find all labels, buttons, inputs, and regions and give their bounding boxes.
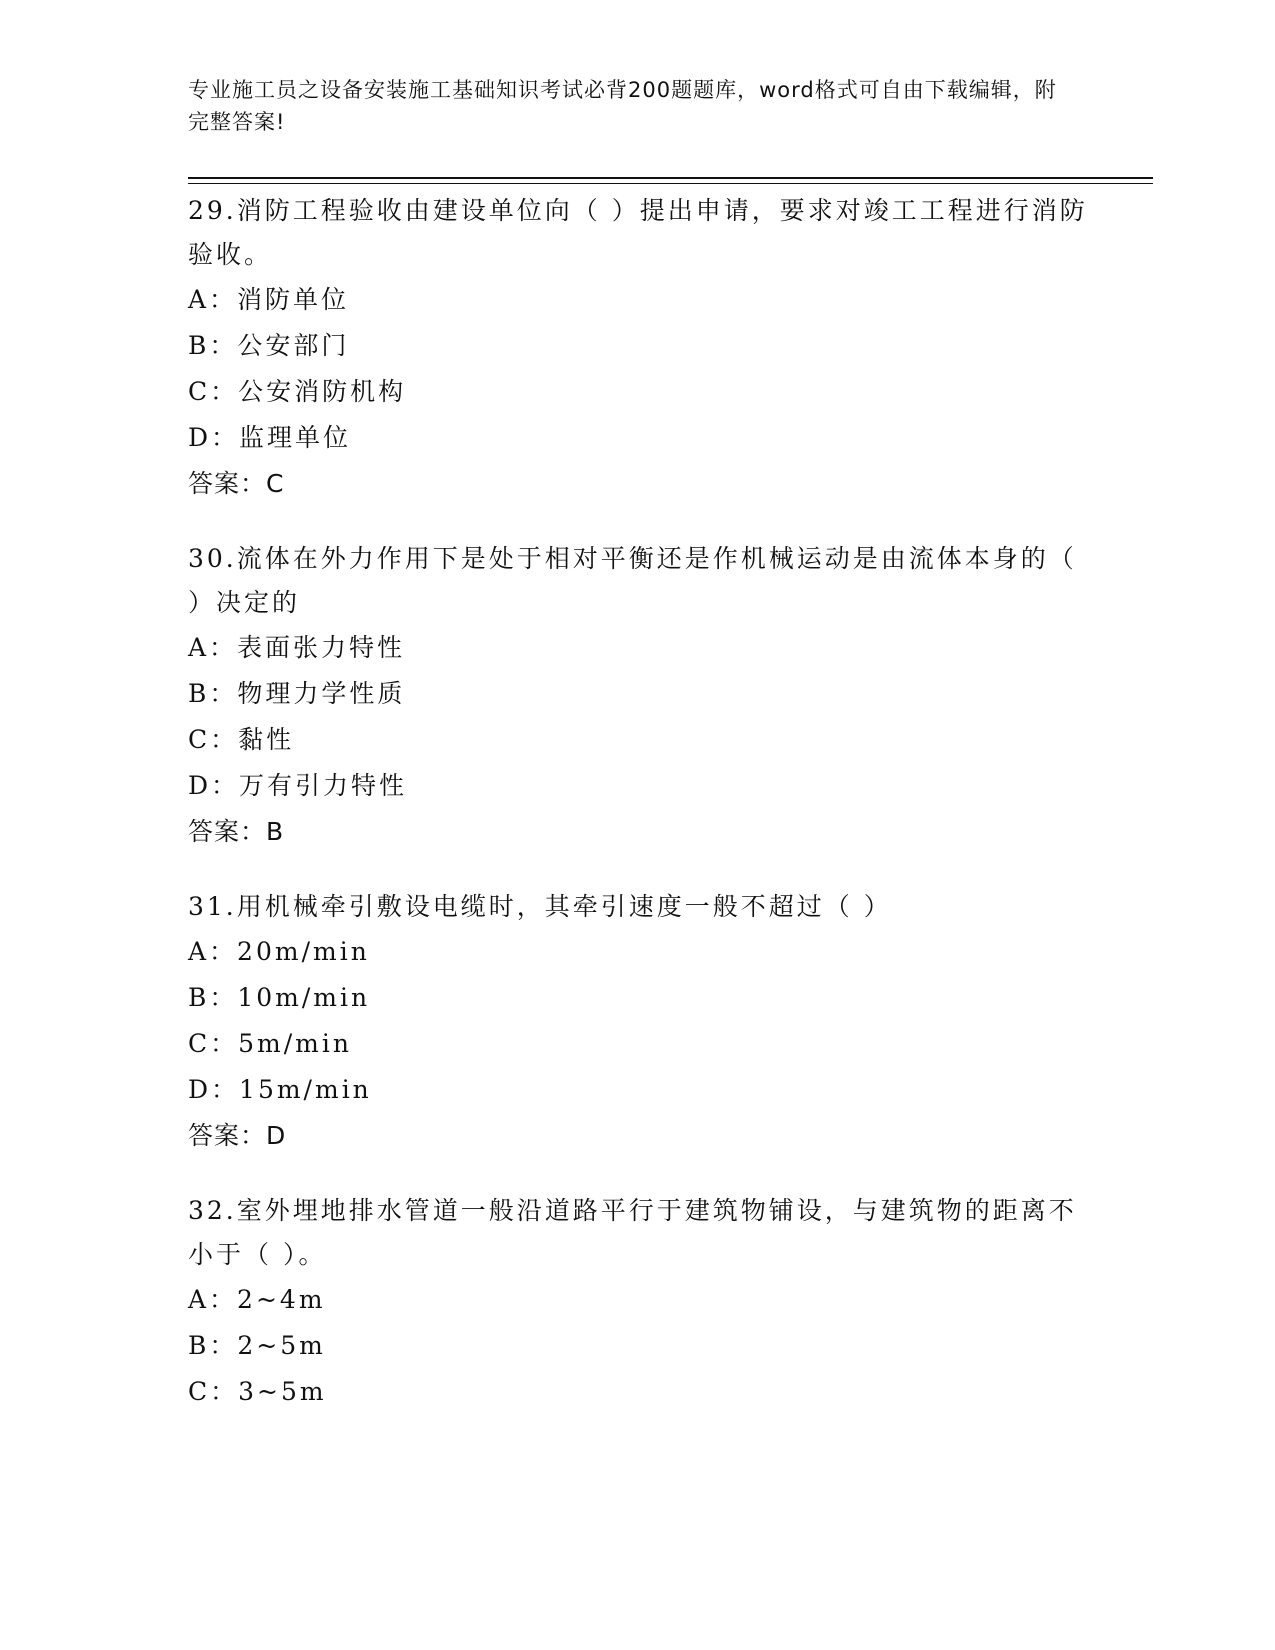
option-a: A：表面张力特性	[188, 633, 406, 662]
option-b: B：公安部门	[188, 331, 350, 360]
option-d: D：万有引力特性	[188, 771, 408, 800]
answer-text: 答案：B	[188, 817, 285, 846]
header-divider-top	[188, 177, 1153, 179]
answer-text: 答案：D	[188, 1121, 287, 1150]
option-a: A：20m/min	[188, 937, 370, 966]
option-c: C：3~5m	[188, 1377, 327, 1406]
question-list	[188, 189, 1088, 1445]
option-c: C：公安消防机构	[188, 377, 407, 406]
question-text: 29.消防工程验收由建设单位向（ ）提出申请，要求对竣工工程进行消防验收。	[188, 196, 1088, 269]
answer-text: 答案：C	[188, 469, 285, 498]
question-31	[188, 885, 1088, 1159]
option-c: C：5m/min	[188, 1029, 352, 1058]
question-text: 30.流体在外力作用下是处于相对平衡还是作机械运动是由流体本身的（ ）决定的	[188, 544, 1077, 617]
option-a: A：2~4m	[188, 1285, 326, 1314]
option-b: B：10m/min	[188, 983, 371, 1012]
option-d: D：监理单位	[188, 423, 352, 452]
option-c: C：黏性	[188, 725, 295, 754]
question-29	[188, 189, 1088, 507]
header-divider-bottom	[188, 183, 1153, 184]
question-30	[188, 537, 1088, 855]
option-b: B：物理力学性质	[188, 679, 406, 708]
question-32	[188, 1189, 1088, 1415]
option-a: A：消防单位	[188, 285, 350, 314]
document-header: 专业施工员之设备安装施工基础知识考试必背200题题库，word格式可自由下载编辑，附完整答案!	[188, 78, 1057, 134]
option-b: B：2~5m	[188, 1331, 326, 1360]
option-d: D：15m/min	[188, 1075, 372, 1104]
question-text: 31.用机械牵引敷设电缆时，其牵引速度一般不超过（ ）	[188, 892, 892, 921]
question-text: 32.室外埋地排水管道一般沿道路平行于建筑物铺设，与建筑物的距离不小于（ ）。	[188, 1196, 1077, 1269]
